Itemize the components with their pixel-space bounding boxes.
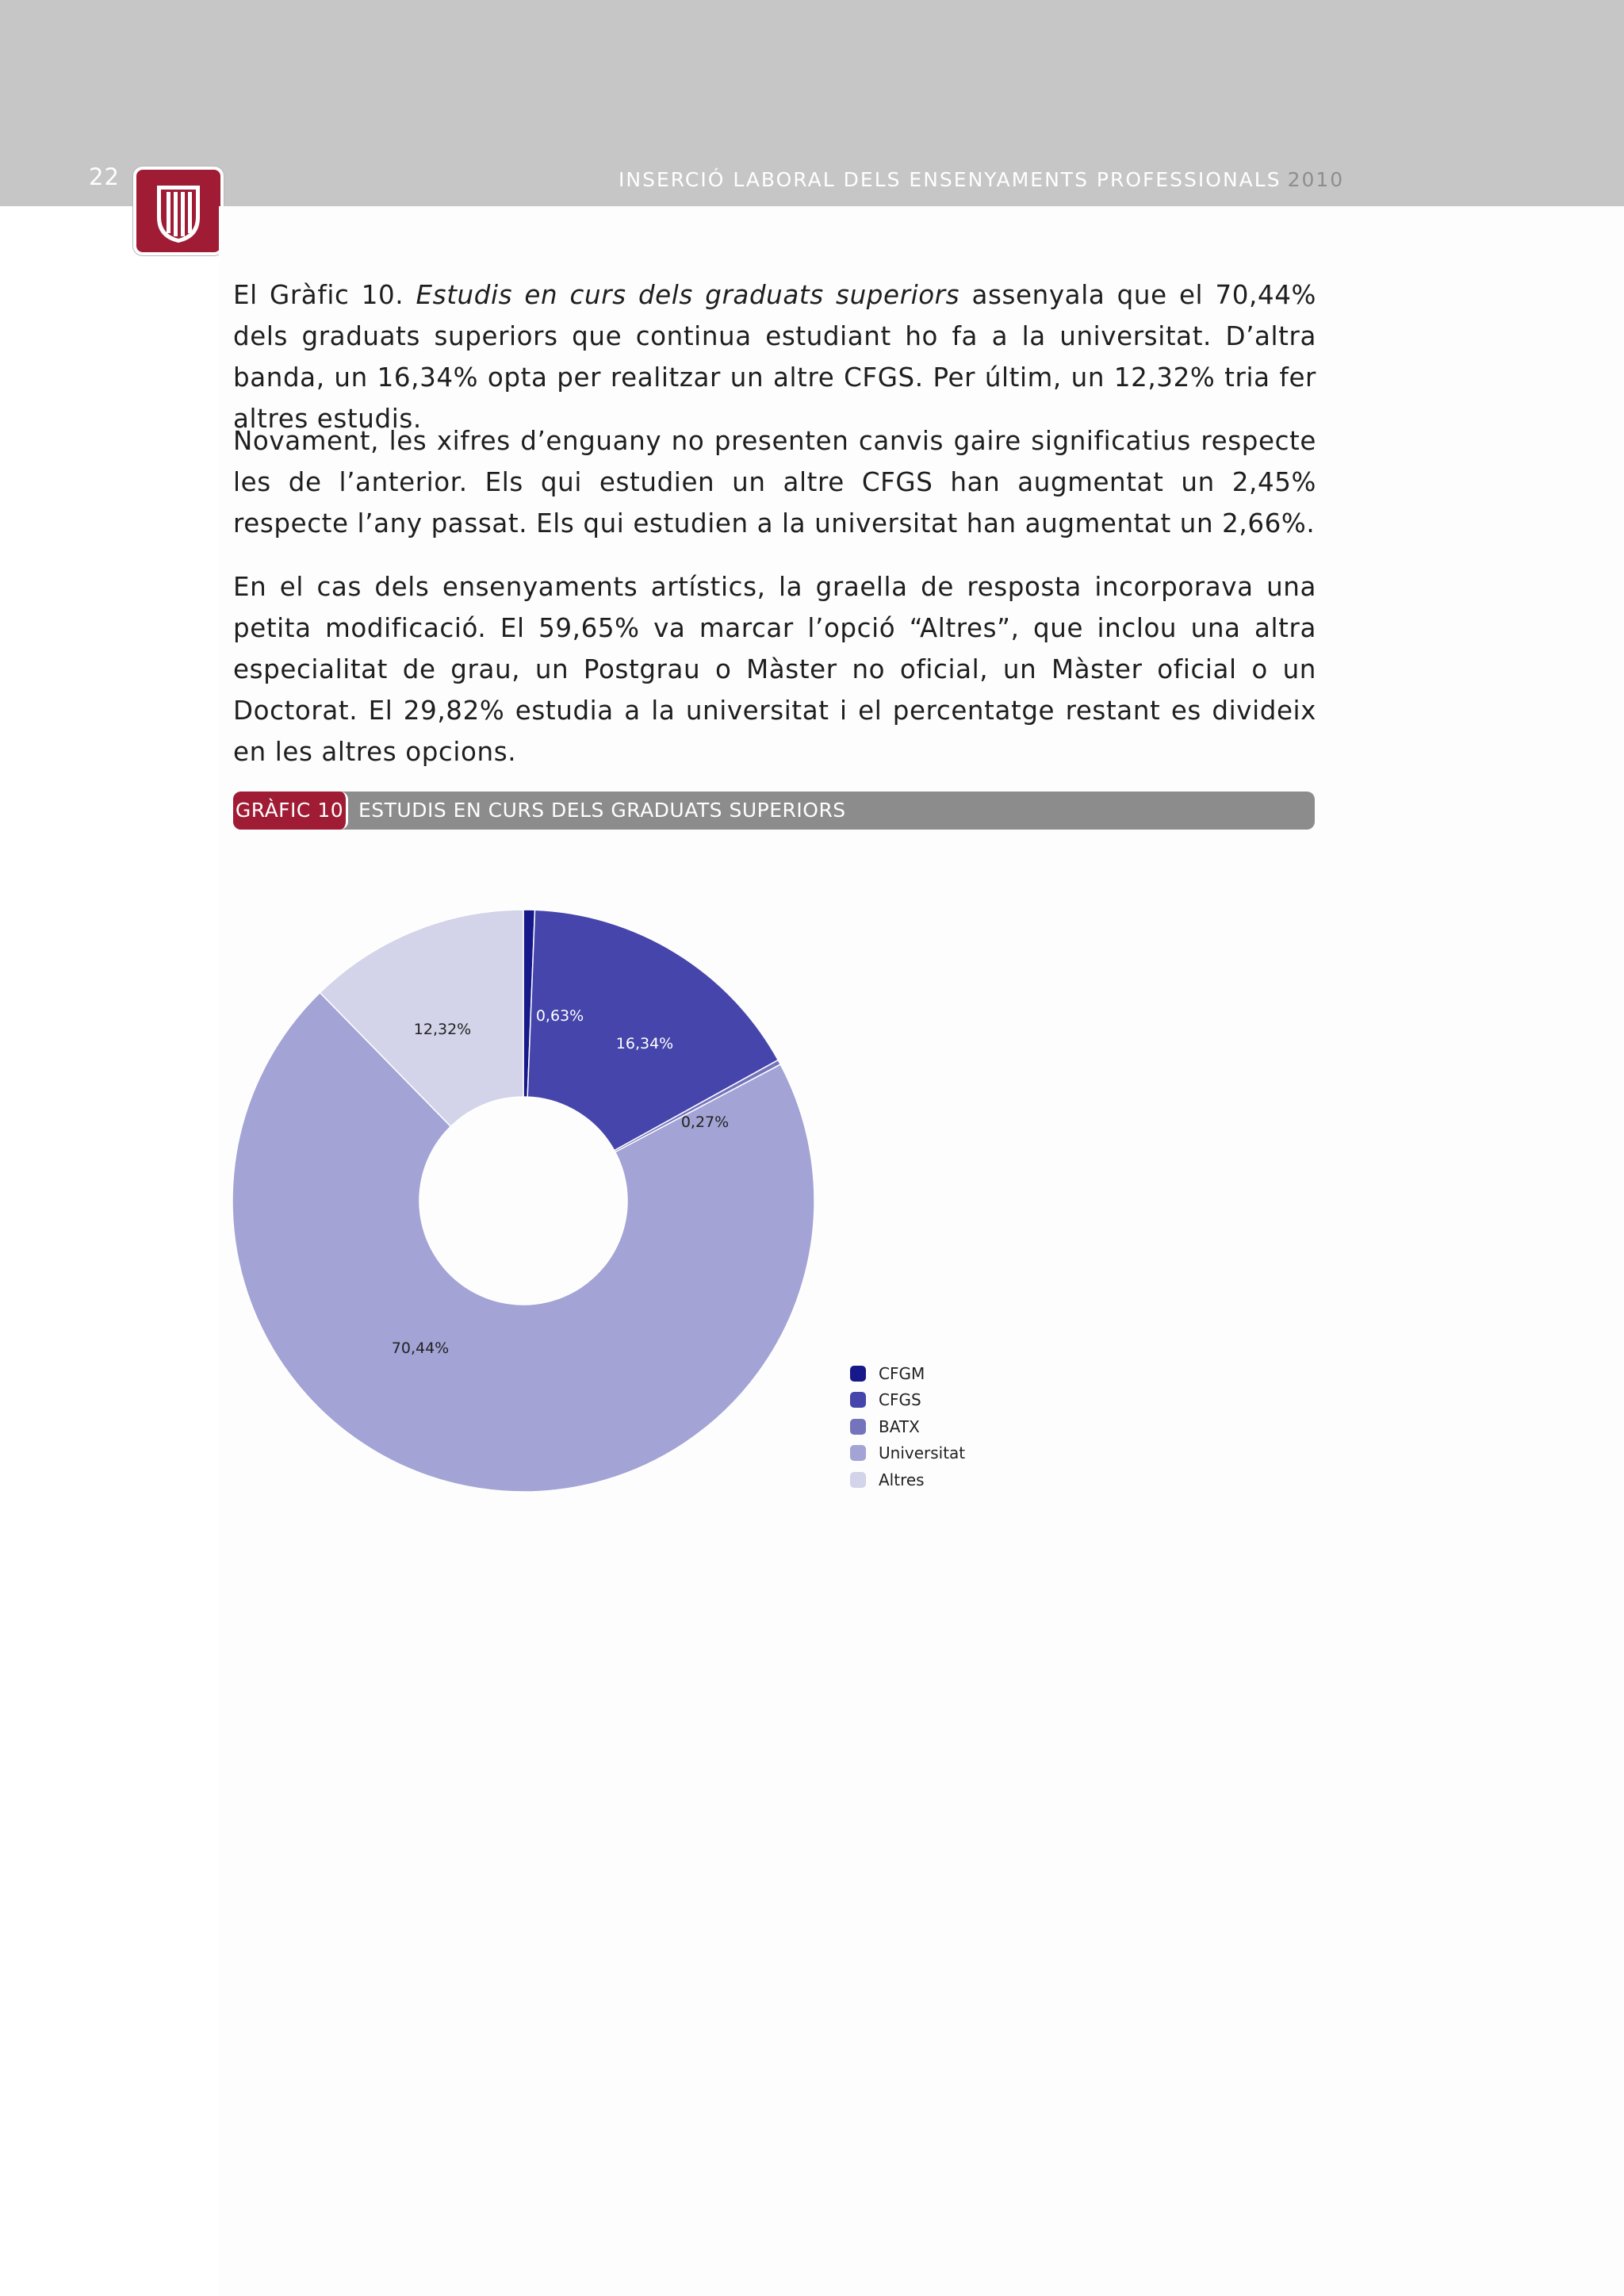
- legend-label: Altres: [879, 1470, 925, 1489]
- slice-label-cfgs: 16,34%: [615, 1035, 674, 1052]
- paragraph-3: En el cas dels ensenyaments artístics, la graella de resposta incorporava una petita modificació. El 59,65% va marcar l’opció “Altres”, que inclou una altra especialitat de grau, un Postgrau o Màster no oficial, un Màster oficial o un Doctorat. El 29,82% estudia a la universitat i el percentatge restant es divideix en les altres opcions.: [233, 572, 1316, 767]
- legend-swatch: [850, 1472, 866, 1488]
- paragraph-2: Novament, les xifres d’enguany no presenten canvis gaire significatius respecte les de l’anterior. Els qui estudien un altre CFGS han augmentat un 2,45% respecte l’any passat. Els qui estudien a la universitat han augmentat un 2,66%.: [233, 426, 1316, 539]
- legend-swatch: [850, 1366, 866, 1382]
- running-title-year: 2010: [1287, 168, 1345, 191]
- slice-label-universitat: 70,44%: [391, 1340, 450, 1357]
- chart-title: ESTUDIS EN CURS DELS GRADUATS SUPERIORS: [358, 799, 846, 822]
- legend-item-cfgm: [850, 1360, 965, 1387]
- legend-swatch: [850, 1392, 866, 1408]
- legend-item-batx: [850, 1413, 965, 1440]
- legend-item-cfgs: [850, 1387, 965, 1414]
- legend-label: Universitat: [879, 1443, 966, 1463]
- paragraph-1-lead: El Gràfic 10.: [233, 280, 416, 310]
- page-number: 22: [89, 163, 120, 190]
- paragraph-1-text: assenyala que el 70,44% dels graduats superiors que continua estudiant ho fa a la universitat. D’altra banda, un 16,34% opta per realitzar un altre CFGS. Per últim, un 12,32% tria fer altres estudis.: [233, 280, 1316, 434]
- slice-label-batx: 0,27%: [680, 1114, 730, 1131]
- legend-label: BATX: [879, 1416, 920, 1436]
- chart-number-tag: GRÀFIC 10: [233, 792, 348, 830]
- legend-item-altres: [850, 1466, 965, 1493]
- legend-item-universitat: [850, 1440, 965, 1467]
- chart-legend: [850, 1360, 965, 1493]
- legend-label: CFGS: [879, 1390, 921, 1410]
- running-title-text: INSERCIÓ LABORAL DELS ENSENYAMENTS PROFESSIONALS: [619, 168, 1281, 191]
- legend-swatch: [850, 1445, 866, 1461]
- legend-swatch: [850, 1419, 866, 1435]
- slice-label-cfgm: 0,63%: [535, 1007, 584, 1025]
- legend-label: CFGM: [879, 1363, 925, 1383]
- paragraph-1-chart-title: Estudis en curs dels graduats superiors: [416, 280, 960, 310]
- slice-label-altres: 12,32%: [413, 1021, 472, 1038]
